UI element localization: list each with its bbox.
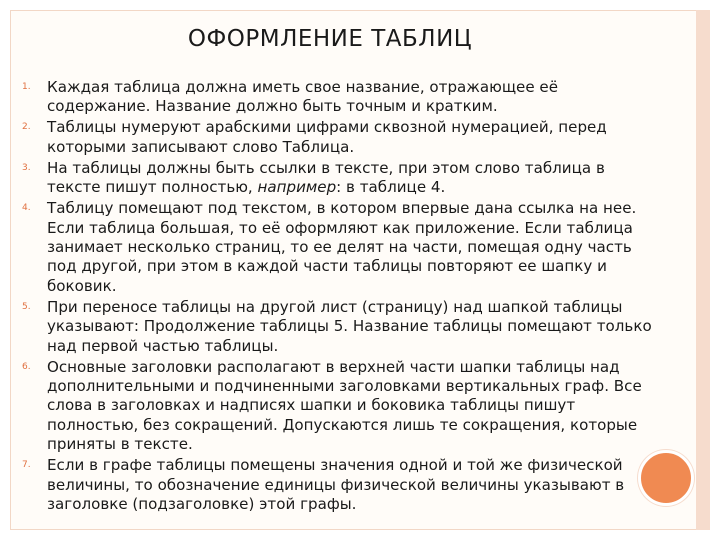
item-text: Если в графе таблицы помещены значения одной и той же физической величины, то обозначение единицы физической величины указывают в заголовке (подзаголовке) этой графы. (47, 456, 625, 514)
list-item (22, 78, 662, 117)
rules-list (22, 78, 662, 516)
item-text-end: : в таблице 4. (336, 178, 446, 197)
item-number: 1. (22, 82, 31, 92)
page-title: ОФОРМЛЕНИЕ ТАБЛИЦ (187, 26, 473, 52)
item-text-italic: например (257, 178, 337, 197)
item-number: 5. (22, 301, 31, 312)
item-number: 3. (22, 162, 31, 173)
item-number: 6. (22, 361, 31, 372)
item-number: 2. (22, 122, 31, 133)
item-text: Основные заголовки располагают в верхней части шапки таблицы над дополнительными и подчиненными заголовками вертикальных граф. Все слова в заголовках и надписях шапки и боковика таблицы пишут полностью, без сокращений. Допускаются лишь те сокращения, которые приняты в тексте. (47, 357, 642, 454)
list-item (22, 199, 662, 296)
item-text: Таблицу помещают под текстом, в котором впервые дана ссылка на нее. Если таблица большая, то её оформляют как приложение. Если таблица занимает несколько страниц, то ее делят на части, помещая одну часть под другой, при этом в каждой части таблицы повторяют ее шапку и боковик. (47, 199, 637, 295)
item-text: Каждая таблица должна иметь свое название, отражающее её содержание. Название должно быть точным и кратким. (47, 78, 558, 116)
item-text: При переносе таблицы на другой лист (страницу) над шапкой таблицы указывают: Продолжение таблицы 5. Название таблицы помещают только над первой частью таблицы. (47, 297, 652, 355)
decorative-side-bar (696, 10, 710, 530)
list-item (22, 298, 662, 356)
item-number: 7. (22, 460, 31, 471)
item-text: Таблицы нумеруют арабскими цифрами сквозной нумерацией, перед которыми записывают слово Таблица. (47, 118, 607, 156)
list-item (22, 358, 662, 455)
list-item (22, 118, 662, 157)
item-number: 4. (22, 203, 31, 214)
list-item (22, 159, 662, 198)
decorative-circle (638, 450, 694, 506)
list-item (22, 456, 662, 514)
item-text: На таблицы должны быть ссылки в тексте, при этом слово таблица в тексте пишут полностью, (47, 158, 605, 197)
